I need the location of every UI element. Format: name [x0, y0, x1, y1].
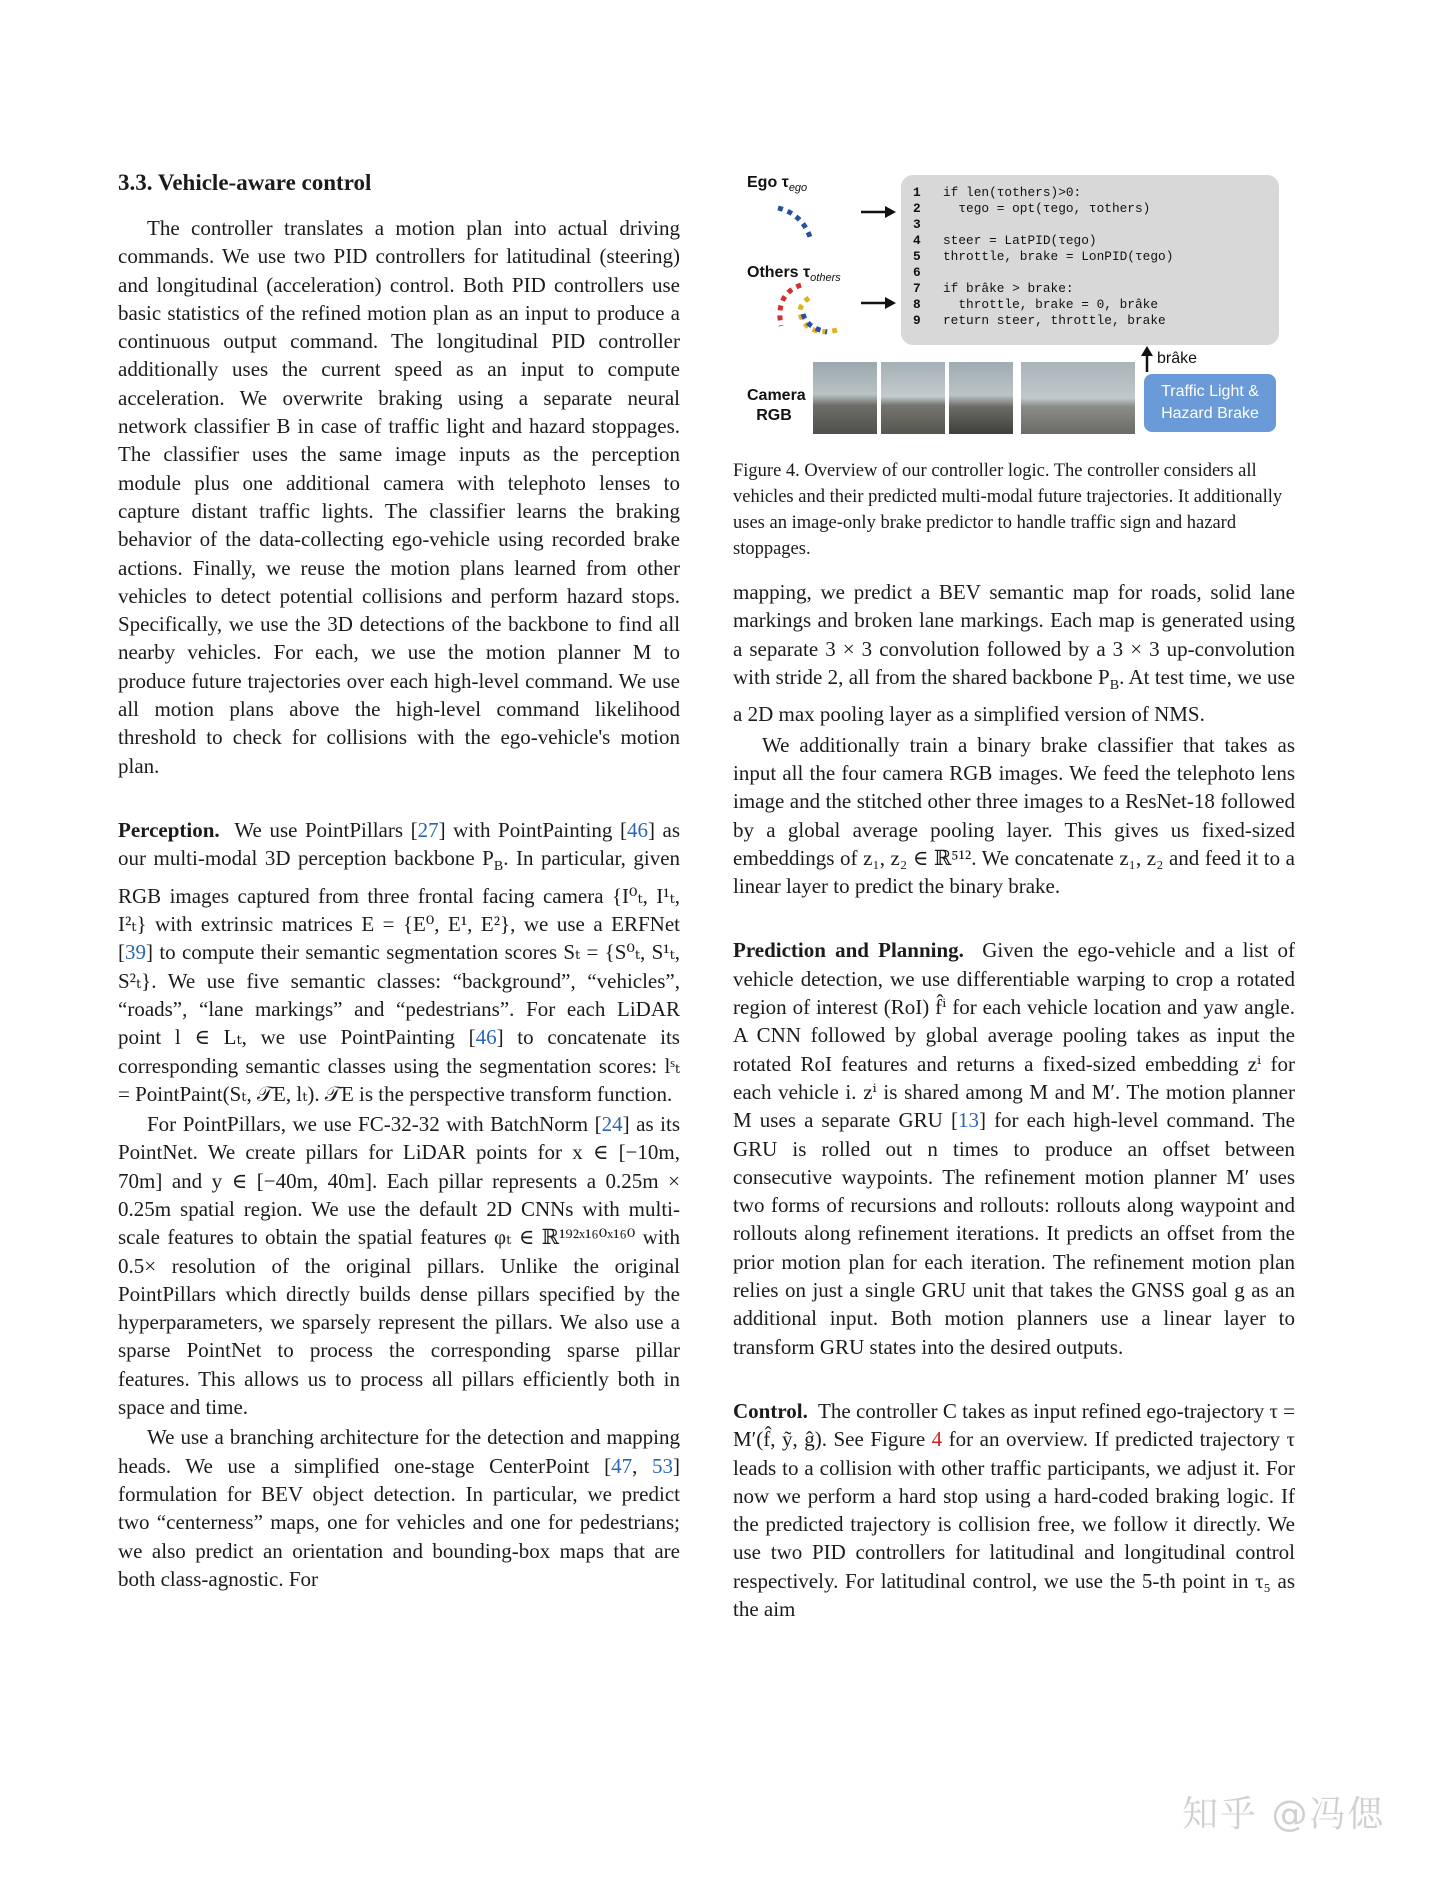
- code-line-8: 8 throttle, brake = 0, brâke: [913, 297, 1159, 312]
- perception-paragraph-1: Perception. We use PointPillars [27] with PointPainting [46] as our multi-modal 3D perception backbone $P_B$. In particular, given RGB images captured from three frontal facing camera {I⁰ₜ, I¹ₜ, I²ₜ} with extrinsic matrices E = {E⁰, E¹, E²}, we use a ERFNet [39] to compute their semantic segmentation scores Sₜ = {S⁰ₜ, S¹ₜ, S²ₜ}. We use five semantic classes: “background”, “vehicles”, “roads”, “lane markings” and “pedestrians”. For each LiDAR point l ∈ Lₜ, we use PointPainting [46] to concatenate its corresponding semantic classes using the segmentation scores: lˢₜ = PointPaint(Sₜ, 𝒯E, lₜ). 𝒯E is the perspective transform function.: [118, 817, 681, 1106]
- code-line-3: 3: [913, 217, 921, 232]
- code-line-1: 1 if len(τothers)>0:: [913, 185, 1082, 200]
- code-line-6: 6: [913, 265, 921, 280]
- controller-code-box: [901, 175, 1279, 345]
- code-line-5: 5 throttle, brake = LonPID(τego): [913, 249, 1174, 264]
- camera-image-2: [881, 362, 945, 434]
- brake-hat-label: brâke: [1157, 350, 1198, 367]
- ego-label: Ego $\tau_{ego}$: [747, 174, 808, 195]
- camera-image-3: [949, 362, 1013, 434]
- control-title: Control.: [733, 1398, 808, 1423]
- citation-46b[interactable]: 46: [475, 1025, 497, 1050]
- traffic-light-hazard-brake-box: Traffic Light & Hazard Brake: [1144, 374, 1276, 432]
- citation-39[interactable]: 39: [125, 940, 146, 965]
- citation-13[interactable]: 13: [957, 1108, 979, 1133]
- right-column: [733, 578, 1295, 1623]
- citation-27[interactable]: 27: [417, 817, 439, 842]
- prediction-title: Prediction and Planning.: [733, 938, 964, 963]
- others-trajectory-red: [780, 285, 801, 326]
- camera-image-telephoto: [1021, 362, 1135, 434]
- arrow-up-icon: [1141, 346, 1153, 356]
- arrow-right-icon: [885, 297, 896, 309]
- arrow-right-icon: [885, 206, 896, 218]
- code-line-4: 4 steer = LatPID(τego): [913, 233, 1097, 248]
- citation-47[interactable]: 47: [611, 1453, 633, 1478]
- code-line-9: 9 return steer, throttle, brake: [913, 313, 1166, 328]
- others-label: Others $\tau_{others}$: [747, 264, 841, 285]
- controller-paragraph: The controller translates a motion plan into actual driving commands. We use two PID controllers for latitudinal (steering) and longitudinal (acceleration) control. Both PID controllers use basic statistics of the refined motion plan as an input to produce a continuous output command. The longitudinal PID controller additionally uses the current speed as an input to compute acceleration. We overwrite braking using a separate neural network classifier B in case of traffic light and hazard stoppages. The classifier uses the same image inputs as the perception module plus one additional camera with telephoto lenses to capture distant traffic lights. The classifier learns the braking behavior of the data-collecting ego-vehicle using recorded brake actions. Finally, we reuse the motion plans learned from other vehicles to detect potential collisions and perform hazard stops. Specifically, we use the 3D detections of the backbone to find all nearby vehicles. For each, we use the motion planner M to produce future trajectories over each high-level command. We use all motion plans above the high-level command likelihood threshold to check for collisions with the ego-vehicle's motion plan.: [118, 216, 680, 778]
- section-heading: 3.3. Vehicle-aware control: [118, 170, 372, 195]
- trajectory-diagram: [733, 170, 903, 350]
- brake-classifier-paragraph: We additionally train a binary brake classifier that takes as input all the four camera RGB images. We feed the telephoto lens image and the stitched other three images to a ResNet-18 followed by a global average pooling layer. This gives us fixed-sized embeddings of z₁, z₂ ∈ ℝ⁵¹². We concatenate z₁, z₂ and feed it to a linear layer to predict the binary brake.: [733, 732, 1295, 899]
- camera-image-1: [813, 362, 877, 434]
- citation-46[interactable]: 46: [626, 817, 648, 842]
- mapping-paragraph: mapping, we predict a BEV semantic map for roads, solid lane markings and broken lane markings. Each map is generated using a separate 3 × 3 convolution followed by a 3 × 3 up-convolution with stride 2, all from the shared backbone $P_B$. At test time, we use a 2D max pooling layer as a simplified version of NMS.: [733, 580, 1295, 727]
- watermark: 知乎 @冯偲: [1182, 1794, 1386, 1835]
- figure-4-caption: Figure 4. Overview of our controller logic. The controller considers all vehicles and their predicted multi-modal future trajectories. It additionally uses an image-only brake predictor to handle traffic sign and hazard stoppages.: [733, 461, 1283, 559]
- code-line-7: 7 if brâke > brake:: [913, 281, 1074, 296]
- code-line-2: 2 τego = opt(τego, τothers): [913, 201, 1151, 216]
- figure-4: [733, 170, 1295, 446]
- left-column: [118, 170, 680, 1593]
- perception-paragraph-3: We use a branching architecture for the detection and mapping heads. We use a simplified one-stage CenterPoint [47, 53] formulation for BEV object detection. In particular, we predict two “centerness” maps, one for vehicles and one for pedestrians; we also predict an orientation and bounding-box maps that are both class-agnostic. For: [118, 1425, 681, 1591]
- citation-24[interactable]: 24: [601, 1112, 623, 1137]
- perception-paragraph-2: For PointPillars, we use FC-32-32 with BatchNorm [24] as its PointNet. We create pillars for LiDAR points for x ∈ [−10m, 70m] and y ∈ [−40m, 40m]. Each pillar represents a 0.25m × 0.25m spatial region. We use the default 2D CNNs with multi-scale features to obtain the spatial features φₜ ∈ ℝ¹⁹²ˣ¹⁶⁰ˣ¹⁶⁰ with 0.5× resolution of the original pillars. Unlike the original PointPillars which directly builds dense pillars specified by the hyperparameters, we sparsely represent the pillars. We also use a sparse PointNet to process the corresponding sparse pillar features. This allows us to process all pillars efficiently both in space and time.: [118, 1112, 681, 1420]
- prediction-planning-paragraph: Prediction and Planning. Given the ego-vehicle and a list of vehicle detection, we use differentiable warping to crop a rotated region of interest (RoI) f̂ⁱ for each vehicle location and yaw angle. A CNN followed by global average pooling takes as input the rotated RoI features and returns a fixed-sized embedding zⁱ for each vehicle i. zⁱ is shared among M and M′. The motion planner M uses a separate GRU [13] for each high-level command. The GRU is rolled out n times to produce an offset between consecutive waypoints. The refinement motion planner M′ uses two forms of recursions and rollouts: rollouts along waypoint and rollouts along refinement iterations. It predicts an offset from the prior motion plan for each iteration. The refinement motion plan relies on just a single GRU unit that takes the GNSS goal g as an additional input. Both motion planners use a linear layer to transform GRU states into the desired outputs.: [733, 938, 1296, 1359]
- citation-53[interactable]: 53: [652, 1453, 674, 1478]
- control-paragraph: Control. The controller C takes as input refined ego-trajectory τ = M′(f̂, ỹ, ĝ). See Figure 4 for an overview. If predicted trajectory τ leads to a collision with other traffic participants, we adjust it. For now we perform a hard stop using a hard-coded braking logic. If the predicted trajectory is collision free, we follow it directly. We use two PID controllers for latitudinal and longitudinal control respectively. For latitudinal control, we use the 5-th point in τ₅ as the aim: [733, 1398, 1296, 1621]
- perception-title: Perception.: [118, 817, 220, 842]
- figure-4-reference[interactable]: 4: [931, 1427, 943, 1452]
- ego-trajectory: [778, 208, 811, 240]
- camera-rgb-label: Camera RGB: [747, 387, 806, 424]
